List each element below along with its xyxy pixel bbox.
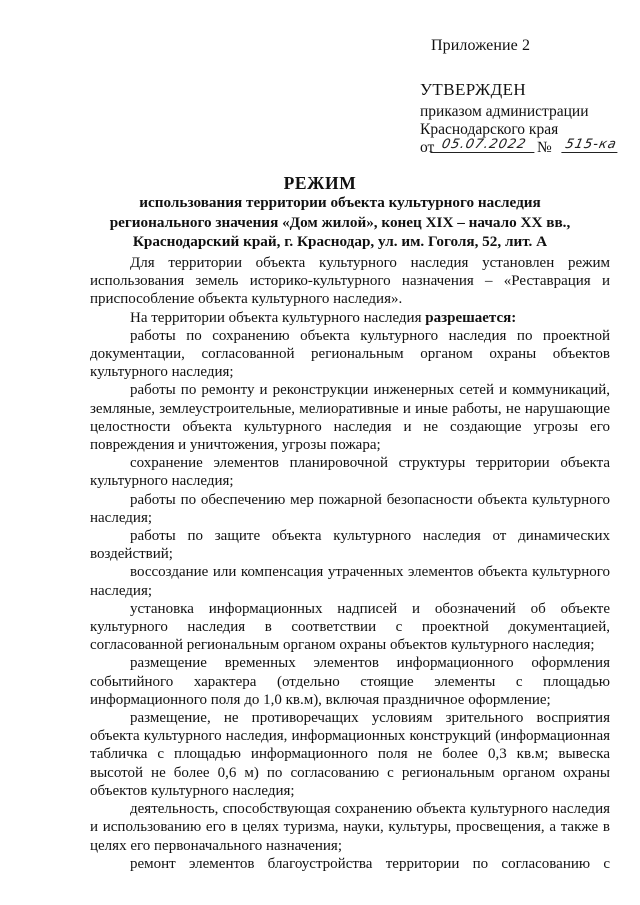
allowed-lead: На территории объекта культурного наследия — [130, 309, 422, 326]
subtitle-line: регионального значения «Дом жилой», конец XIX – начало XX вв., — [109, 213, 571, 231]
allowed-item: работы по обеспечению мер пожарной безопасности объекта культурного наследия; — [90, 491, 610, 526]
date-prefix: от — [420, 139, 435, 156]
allowed-item: ремонт элементов благоустройства территории по согласованию с — [130, 855, 610, 872]
handwritten-number: 515-ка — [561, 137, 620, 153]
intro-paragraph: Для территории объекта культурного наследия установлен режим использования земель историко-культурного назначения – «Реставрация и приспособление объекта культурного наследия». — [90, 255, 610, 308]
appendix-label: Приложение 2 — [431, 37, 531, 54]
approved-heading: УТВЕРЖДЕН — [420, 80, 527, 99]
number-prefix: № — [537, 139, 552, 156]
approval-authority-line: приказом администрации — [420, 103, 589, 120]
allowed-item: размещение, не противоречащих условиям зрительного восприятия объекта культурного наследия, информационных конструкций (информационная табличка с площадью информационного поля не более 0,3 кв.м; вывеска высотой не более 0,6 м) по согласованию с региональным органом охраны объектов культурного наследия; — [90, 710, 610, 799]
allowed-item: воссоздание или компенсация утраченных элементов объекта культурного наследия; — [90, 564, 610, 599]
subtitle-line: Краснодарский край, г. Краснодар, ул. им. Гоголя, 52, лит. А — [132, 233, 548, 250]
approval-date-number — [420, 137, 620, 159]
allowed-paragraph — [90, 309, 610, 327]
subtitle-line: использования территории объекта культурного наследия — [139, 194, 541, 211]
allowed-item: работы по ремонту и реконструкции инженерных сетей и коммуникаций, земляные, землеустроительные, мелиоративные и иные работы, не нарушающие целостности объекта культурного наследия и не создающие угрозы его повреждения и уничтожения, угрозы пожара; — [90, 382, 610, 454]
allowed-item: сохранение элементов планировочной структуры территории объекта культурного наследия; — [90, 455, 610, 490]
allowed-item: деятельность, способствующая сохранению объекта культурного наследия и использованию его в целях туризма, науки, культуры, просвещения, а также в целях его первоначального назначения; — [90, 801, 610, 854]
allowed-item: работы по сохранению объекта культурного наследия по проектной документации, согласованной региональным органом охраны объектов культурного наследия; — [90, 327, 610, 381]
allowed-bold: разрешается: — [425, 309, 517, 326]
document-subtitle — [90, 193, 590, 252]
approval-region-line: Краснодарского края — [420, 121, 559, 138]
document-title: РЕЖИМ — [283, 173, 357, 193]
document-body — [90, 254, 610, 873]
handwritten-date: 05.07.2022 — [430, 137, 537, 153]
allowed-item: установка информационных надписей и обозначений об объекте культурного наследия в соответствии с проектной документацией, согласованной региональным органом охраны объектов культурного наследия; — [90, 600, 610, 654]
allowed-item: работы по защите объекта культурного наследия от динамических воздействий; — [90, 528, 610, 563]
allowed-item: размещение временных элементов информационного оформления событийного характера (отдельно стоящие элементы с площадью информационного поля до 1,0 кв.м), включая праздничное оформление; — [90, 655, 610, 708]
